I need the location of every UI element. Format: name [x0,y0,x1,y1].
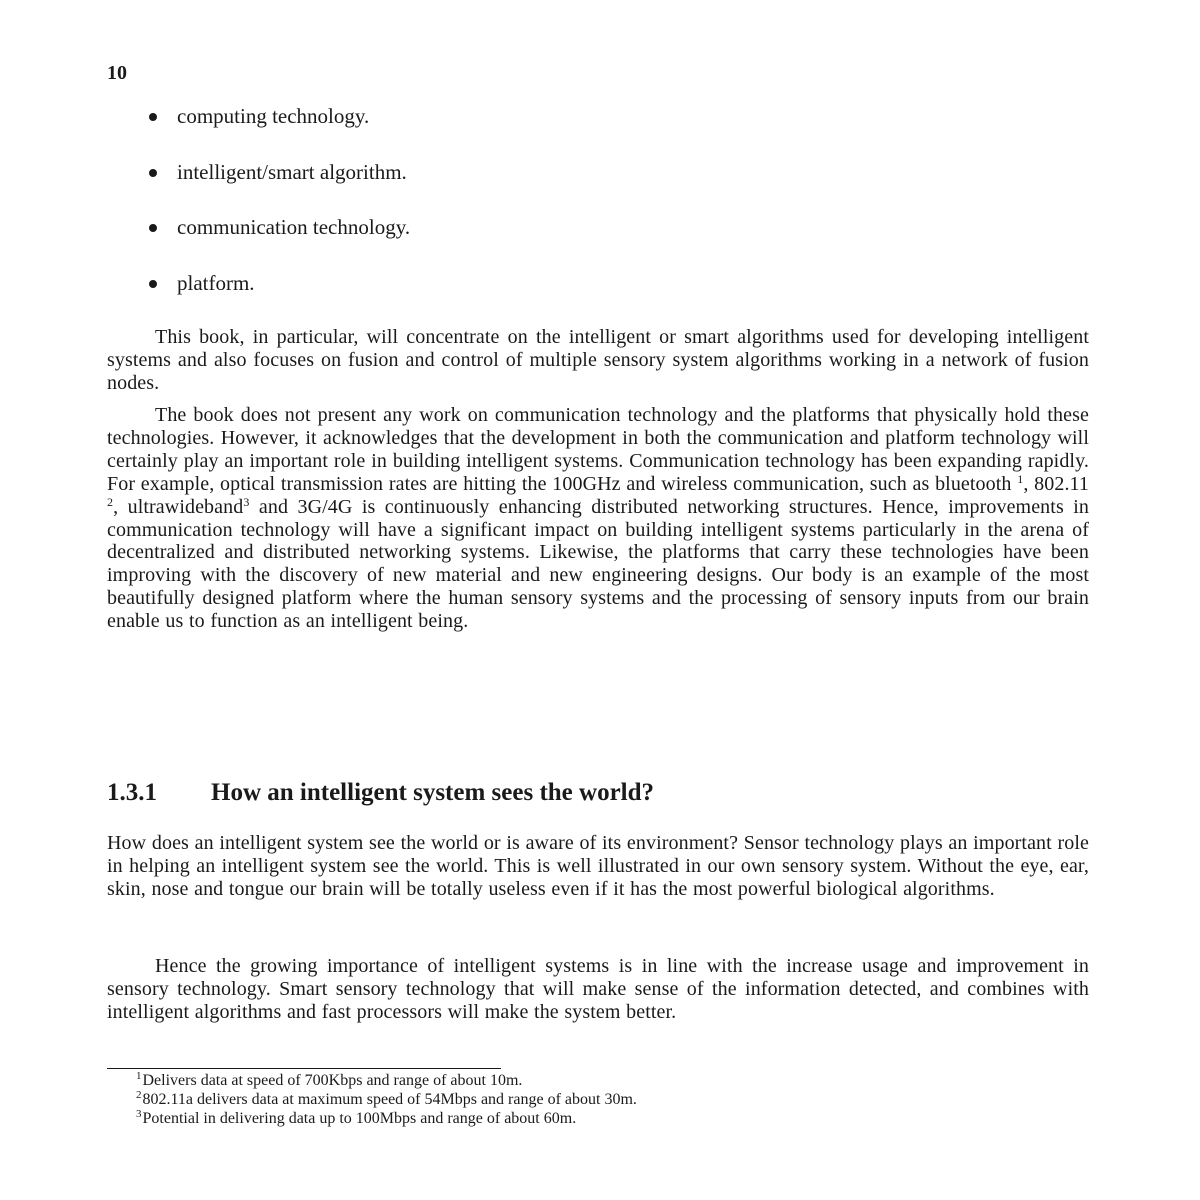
footnotes [136,1071,637,1128]
footnote-item [136,1090,637,1109]
section-number: 1.3.1 [107,779,157,806]
paragraph-text: , ultrawideband [113,495,244,518]
bullet-text: computing technology. [177,104,370,128]
paragraph-text: , 802.11 [1023,472,1089,495]
section-title: How an intelligent system sees the world? [211,779,655,806]
footnote-text: 802.11a delivers data at maximum speed of 54Mbps and range of about 30m. [142,1091,637,1108]
footnote-mark: 1 [136,1070,142,1082]
bullet-text: platform. [177,270,255,295]
page-number: 10 [107,62,127,84]
paragraph-book-focus: This book, in particular, will concentrate on the intelligent or smart algorithms used for developing intelligent systems and also focuses on fusion and control of multiple sensory system algorithms working in a network of fusion nodes. [107,326,1089,394]
footnote-item [136,1109,637,1128]
bullet-dot-icon [149,113,157,121]
paragraph-text: and 3G/4G is continuously enhancing distributed networking structures. Hence, improvements in communication technology will have a significant impact on building intelligent systems particularly in the arena of decentralized and distributed networking systems. Likewise, the platforms that carry these technologies have been improving with the discovery of new material and new engineering designs. Our body is an example of the most beautifully designed platform where the human sensory systems and the processing of sensory inputs from our brain enable us to function as an intelligent being. [107,495,1090,633]
bullet-item [149,269,410,325]
footnote-ref-3[interactable]: 3 [243,494,250,509]
bullet-dot-icon [149,169,157,177]
bullet-text: communication technology. [177,215,411,239]
bullet-item [149,158,410,214]
paragraph-sensor-technology: How does an intelligent system see the world or is aware of its environment? Sensor technology plays an important role in helping an intelligent system see the world. This is well illustrated in our own sensory system. Without the eye, ear, skin, nose and tongue our brain will be totally useless even if it has the most powerful biological algorithms. [107,832,1089,900]
footnote-ref-2[interactable]: 2 [107,494,114,509]
footnote-item [136,1071,637,1090]
bullet-text: intelligent/smart algorithm. [177,159,407,184]
bullet-item [149,213,410,269]
footnote-text: Delivers data at speed of 700Kbps and range of about 10m. [142,1072,523,1089]
footnote-ref-1[interactable]: 1 [1017,471,1024,486]
footnote-mark: 3 [136,1108,142,1120]
bullet-dot-icon [149,280,157,288]
bullet-list [149,102,410,324]
bullet-dot-icon [149,224,157,232]
footnote-divider [107,1068,501,1069]
paragraph-communication-platforms [107,404,1089,633]
bullet-item [149,102,410,158]
footnote-mark: 2 [136,1089,142,1101]
footnote-text: Potential in delivering data up to 100Mbps and range of about 60m. [142,1110,577,1127]
paragraph-growing-importance: Hence the growing importance of intelligent systems is in line with the increase usage and improvement in sensory technology. Smart sensory technology that will make sense of the information detected, and combines with intelligent algorithms and fast processors will make the system better. [107,955,1089,1023]
book-page [107,0,1089,1200]
paragraph-text: The book does not present any work on communication technology and the platforms that physically hold these technologies. However, it acknowledges that the development in both the communication and platform technology will certainly play an important role in building intelligent systems. Communication technology has been expanding rapidly. For example, optical transmission rates are hitting the 100GHz and wireless communication, such as bluetooth [107,404,1089,495]
section-heading [107,778,654,808]
